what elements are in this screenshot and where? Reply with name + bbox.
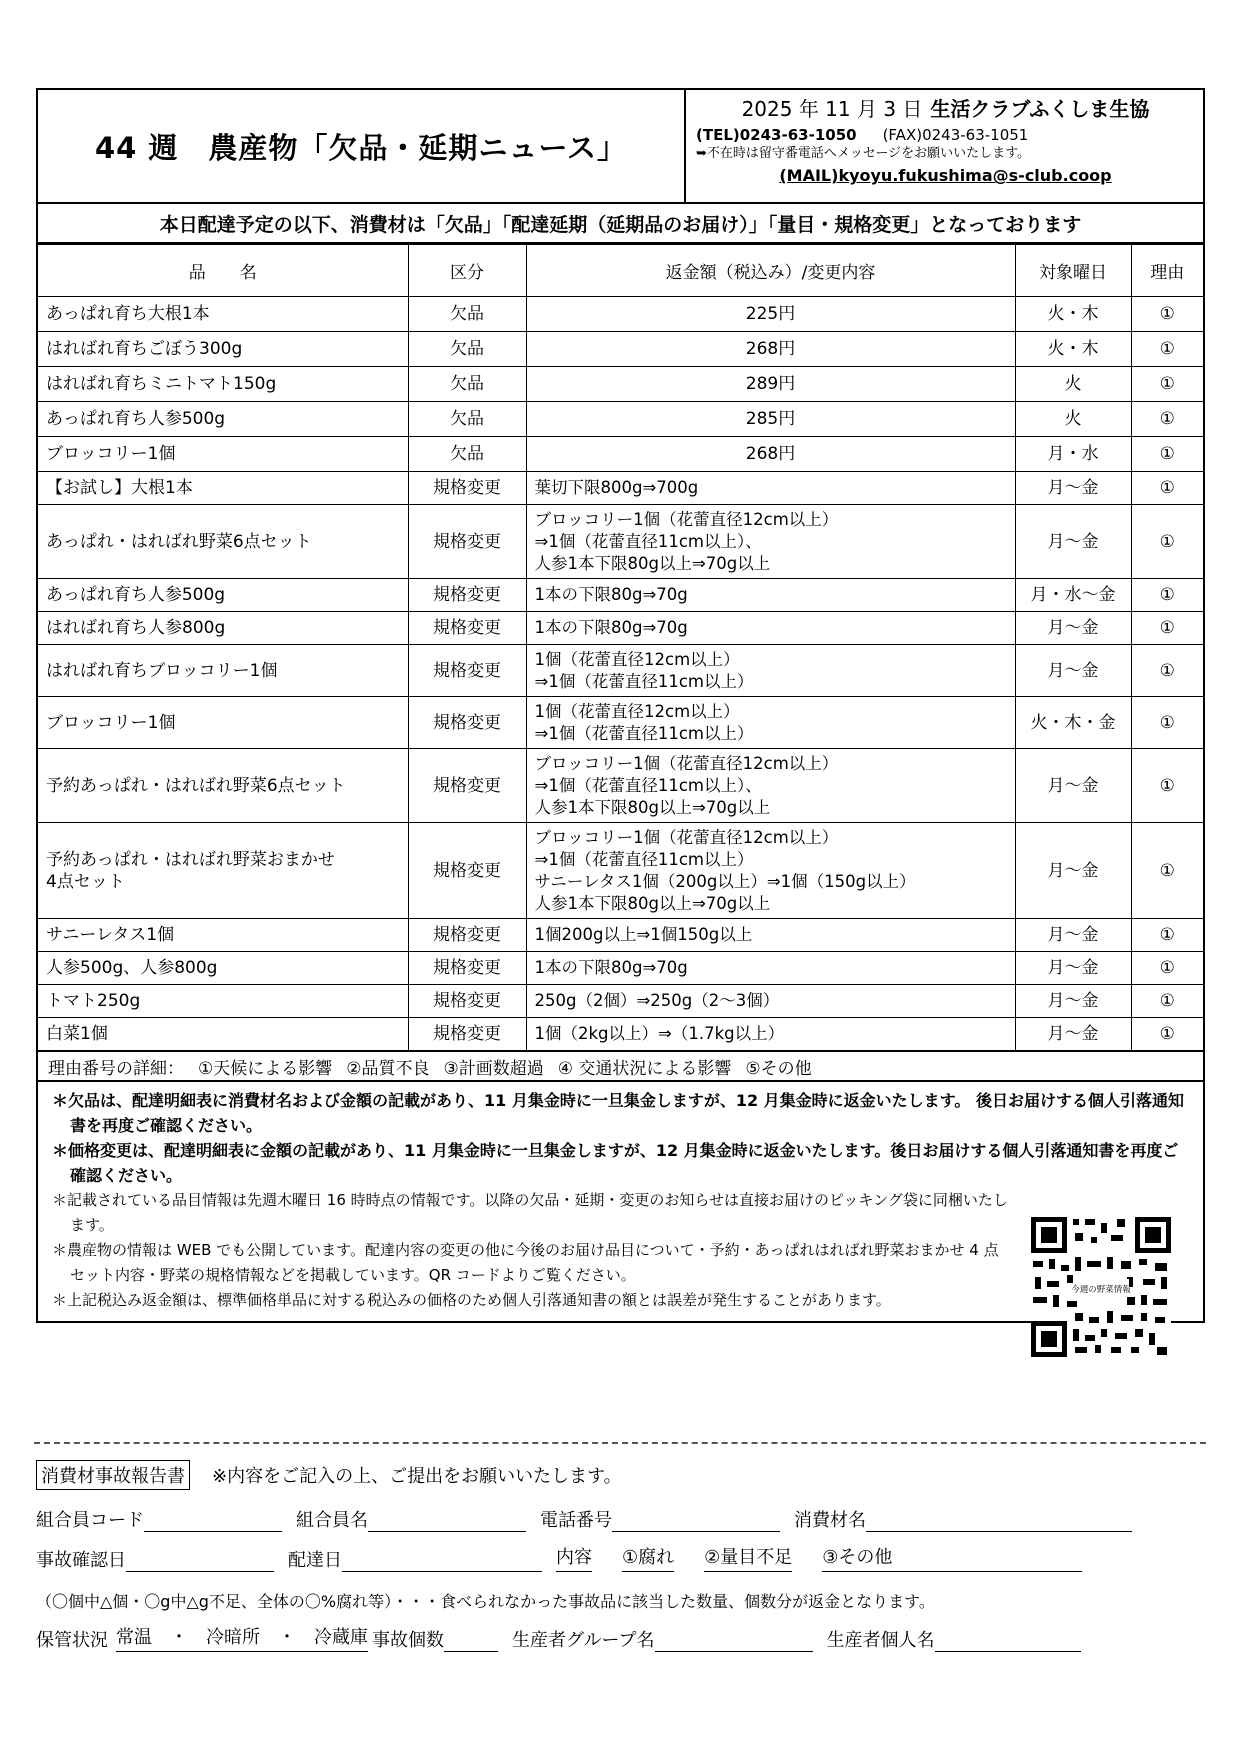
reason-4: ④ 交通状況による影響 — [557, 1058, 732, 1079]
reason-cell: ① — [1131, 823, 1203, 919]
table-row — [38, 1018, 1203, 1051]
org-name: 生活クラブふくしま生協 — [930, 97, 1150, 121]
qr-caption: 今週の野菜情報 — [1071, 1285, 1131, 1295]
reason-cell: ① — [1131, 645, 1203, 697]
table-row — [38, 297, 1203, 332]
item-name-cell: あっぱれ育ち人参500g — [38, 402, 408, 437]
member-code-label: 組合員コード — [36, 1510, 144, 1531]
table-row — [38, 402, 1203, 437]
reason-cell: ① — [1131, 697, 1203, 749]
category-cell: 欠品 — [408, 367, 526, 402]
change-detail-cell: 1本の下限80g⇒70g — [526, 579, 1015, 612]
group-label: 生産者グループ名 — [512, 1630, 655, 1651]
target-day-cell: 月～金 — [1015, 823, 1131, 919]
table-row — [38, 952, 1203, 985]
change-detail-cell: ブロッコリー1個（花蕾直径12cm以上） ⇒1個（花蕾直径11cm以上）、 人参1本下限80g以上⇒70g以上 — [526, 505, 1015, 579]
issue-date: 2025 年 11 月 3 日 — [741, 97, 923, 121]
phone-label: 電話番号 — [540, 1510, 612, 1531]
item-name-cell: 白菜1個 — [38, 1018, 408, 1051]
reason-5: ⑤その他 — [745, 1058, 812, 1079]
target-day-cell: 月～金 — [1015, 505, 1131, 579]
report-title: 消費材事故報告書 — [36, 1460, 190, 1490]
change-detail-cell: 1個（2kg以上）⇒（1.7kg以上） — [526, 1018, 1015, 1051]
delivery-date-field[interactable] — [342, 1550, 542, 1572]
page-title: 44 週 農産物「欠品・延期ニュース」 — [38, 90, 686, 202]
note-shortage: ＊欠品は、配達明細表に消費材名および金額の記載があり、11 月集金時に一旦集金しますが、12 月集金時に返金いたします。 後日お届けする個人引落通知書を再度ご確認ください。 — [52, 1091, 1184, 1135]
refund-amount-cell: 285円 — [526, 402, 1015, 437]
reason-cell: ① — [1131, 367, 1203, 402]
category-cell: 規格変更 — [408, 952, 526, 985]
reason-cell: ① — [1131, 1018, 1203, 1051]
note-web: ＊農産物の情報は WEB でも公開しています。配達内容の変更の他に今後のお届け品目について・予約・あっぱれはればれ野菜おまかせ 4 点セット内容・野菜の規格情報などを掲載しています。QR コードよりご覧ください。 — [52, 1241, 999, 1284]
item-name-cell: はればれ育ちごぼう300g — [38, 332, 408, 367]
category-cell: 規格変更 — [408, 1018, 526, 1051]
producer-field[interactable] — [935, 1630, 1081, 1652]
target-day-cell: 月・水 — [1015, 437, 1131, 472]
change-detail-cell: ブロッコリー1個（花蕾直径12cm以上） ⇒1個（花蕾直径11cm以上）、 人参1本下限80g以上⇒70g以上 — [526, 749, 1015, 823]
item-name-cell: ブロッコリー1個 — [38, 697, 408, 749]
cut-line — [34, 1442, 1206, 1444]
note-info-time: ＊記載されている品目情報は先週木曜日 16 時時点の情報です。以降の欠品・延期・変更のお知らせは直接お届けのピッキング袋に同梱いたします。 — [52, 1191, 1008, 1234]
news-frame — [36, 88, 1205, 1323]
category-cell: 規格変更 — [408, 823, 526, 919]
table-row — [38, 645, 1203, 697]
mail: (MAIL)kyoyu.fukushima@s-club.coop — [779, 166, 1112, 186]
fax: (FAX)0243-63-1051 — [882, 126, 1029, 144]
contact-info — [686, 90, 1203, 202]
change-detail-cell: 1個（花蕾直径12cm以上） ⇒1個（花蕾直径11cm以上） — [526, 645, 1015, 697]
reason-cell: ① — [1131, 437, 1203, 472]
item-name-cell: はればれ育ちミニトマト150g — [38, 367, 408, 402]
item-name-cell: トマト250g — [38, 985, 408, 1018]
reason-cell: ① — [1131, 402, 1203, 437]
change-detail-cell: 1本の下限80g⇒70g — [526, 952, 1015, 985]
category-cell: 規格変更 — [408, 579, 526, 612]
reason-cell: ① — [1131, 612, 1203, 645]
item-name-cell: 人参500g、人参800g — [38, 952, 408, 985]
member-code-field[interactable] — [144, 1510, 282, 1532]
item-name-cell: あっぱれ育ち大根1本 — [38, 297, 408, 332]
reason-cell: ① — [1131, 332, 1203, 367]
form-row-1 — [36, 1492, 1206, 1532]
table-row — [38, 612, 1203, 645]
item-name-cell: 予約あっぱれ・はればれ野菜6点セット — [38, 749, 408, 823]
category-cell: 欠品 — [408, 402, 526, 437]
item-name-cell: あっぱれ育ち人参500g — [38, 579, 408, 612]
content-option-3[interactable]: ③その他 — [822, 1543, 892, 1572]
item-name-cell: ブロッコリー1個 — [38, 437, 408, 472]
target-day-cell: 月～金 — [1015, 749, 1131, 823]
reason-legend-label: 理由番号の詳細： — [48, 1058, 184, 1079]
col-day-header: 対象曜日 — [1015, 245, 1131, 297]
target-day-cell: 月～金 — [1015, 919, 1131, 952]
item-name-field[interactable] — [866, 1510, 1132, 1532]
target-day-cell: 月～金 — [1015, 985, 1131, 1018]
table-row — [38, 579, 1203, 612]
form-row-3 — [36, 1612, 1206, 1652]
target-day-cell: 火・木 — [1015, 332, 1131, 367]
reason-1: ①天候による影響 — [198, 1058, 333, 1079]
category-cell: 規格変更 — [408, 505, 526, 579]
reason-cell: ① — [1131, 952, 1203, 985]
category-cell: 規格変更 — [408, 919, 526, 952]
table-row — [38, 505, 1203, 579]
change-detail-cell: 1個（花蕾直径12cm以上） ⇒1個（花蕾直径11cm以上） — [526, 697, 1015, 749]
item-name-cell: 【お試し】大根1本 — [38, 472, 408, 505]
change-detail-cell: 250g（2個）⇒250g（2～3個） — [526, 985, 1015, 1018]
notes-section — [38, 1082, 1203, 1321]
col-kubun-header: 区分 — [408, 245, 526, 297]
item-name-cell: サニーレタス1個 — [38, 919, 408, 952]
category-cell: 欠品 — [408, 332, 526, 367]
refund-amount-cell: 268円 — [526, 437, 1015, 472]
target-day-cell: 月～金 — [1015, 952, 1131, 985]
target-day-cell: 月～金 — [1015, 1018, 1131, 1051]
col-change-header: 返金額（税込み）/変更内容 — [526, 245, 1015, 297]
reason-cell: ① — [1131, 985, 1203, 1018]
item-name-cell: あっぱれ・はればれ野菜6点セット — [38, 505, 408, 579]
change-detail-cell: 葉切下限800g⇒700g — [526, 472, 1015, 505]
tel: (TEL)0243-63-1050 — [696, 126, 857, 144]
content-option-1[interactable]: ①腐れ — [622, 1543, 674, 1572]
col-name-header: 品 名 — [38, 245, 408, 297]
table-row — [38, 367, 1203, 402]
target-day-cell: 火・木 — [1015, 297, 1131, 332]
change-detail-cell: 1個200g以上⇒1個150g以上 — [526, 919, 1015, 952]
delivery-date-label: 配達日 — [288, 1550, 342, 1571]
table-row — [38, 332, 1203, 367]
table-row — [38, 472, 1203, 505]
reason-2: ②品質不良 — [346, 1058, 430, 1079]
table-row — [38, 919, 1203, 952]
refund-amount-cell: 225円 — [526, 297, 1015, 332]
category-cell: 規格変更 — [408, 697, 526, 749]
target-day-cell: 月～金 — [1015, 472, 1131, 505]
member-name-label: 組合員名 — [296, 1510, 368, 1531]
reason-cell: ① — [1131, 472, 1203, 505]
item-name-cell: 予約あっぱれ・はればれ野菜おまかせ 4点セット — [38, 823, 408, 919]
table-header-row — [38, 245, 1203, 297]
category-cell: 規格変更 — [408, 472, 526, 505]
items-table — [38, 244, 1203, 1051]
producer-label: 生産者個人名 — [826, 1630, 935, 1651]
target-day-cell: 月・水～金 — [1015, 579, 1131, 612]
refund-amount-cell: 289円 — [526, 367, 1015, 402]
confirm-date-field[interactable] — [126, 1550, 274, 1572]
form-row-2 — [36, 1532, 1206, 1572]
absence-note: ➥不在時は留守番電話へメッセージをお願いいたします。 — [696, 145, 1031, 161]
report-instruction: ※内容をご記入の上、ご提出をお願いいたします。 — [212, 1466, 622, 1487]
change-detail-cell: 1本の下限80g⇒70g — [526, 612, 1015, 645]
reason-cell: ① — [1131, 919, 1203, 952]
reason-cell: ① — [1131, 297, 1203, 332]
reason-cell: ① — [1131, 749, 1203, 823]
accident-report-form — [36, 1458, 1206, 1652]
note-refund: ＊上記税込み返金額は、標準価格単品に対する税込みの価格のため個人引落通知書の額とは誤差が発生することがあります。 — [52, 1291, 891, 1309]
category-cell: 規格変更 — [408, 749, 526, 823]
item-name-label: 消費材名 — [794, 1510, 866, 1531]
report-note: （〇個中△個・〇g中△g不足、全体の〇%腐れ等）・・・食べられなかった事故品に該当した数量、個数分が返金となります。 — [36, 1592, 935, 1611]
item-name-cell: はればれ育ち人参800g — [38, 612, 408, 645]
category-cell: 欠品 — [408, 437, 526, 472]
reason-cell: ① — [1131, 505, 1203, 579]
header — [38, 90, 1203, 204]
category-cell: 欠品 — [408, 297, 526, 332]
table-row — [38, 985, 1203, 1018]
member-name-field[interactable] — [368, 1510, 526, 1532]
storage-options[interactable]: 常温 ・ 冷暗所 ・ 冷蔵庫 — [116, 1623, 368, 1652]
item-name-cell: はればれ育ちブロッコリー1個 — [38, 645, 408, 697]
content-label: 内容 — [556, 1543, 592, 1572]
target-day-cell: 火・木・金 — [1015, 697, 1131, 749]
count-field[interactable] — [444, 1630, 498, 1652]
col-reason-header: 理由 — [1131, 245, 1203, 297]
reason-3: ③計画数超過 — [443, 1058, 544, 1079]
target-day-cell: 火 — [1015, 402, 1131, 437]
content-other-field[interactable] — [892, 1550, 1082, 1572]
table-row — [38, 437, 1203, 472]
change-detail-cell: ブロッコリー1個（花蕾直径12cm以上） ⇒1個（花蕾直径11cm以上） サニーレタス1個（200g以上）⇒1個（150g以上） 人参1本下限80g以上⇒70g以上 — [526, 823, 1015, 919]
reason-legend — [38, 1051, 1203, 1082]
confirm-date-label: 事故確認日 — [36, 1550, 126, 1571]
target-day-cell: 月～金 — [1015, 612, 1131, 645]
group-field[interactable] — [655, 1630, 813, 1652]
target-day-cell: 火 — [1015, 367, 1131, 402]
table-row — [38, 749, 1203, 823]
refund-amount-cell: 268円 — [526, 332, 1015, 367]
target-day-cell: 月～金 — [1015, 645, 1131, 697]
table-row — [38, 697, 1203, 749]
category-cell: 規格変更 — [408, 985, 526, 1018]
table-row — [38, 823, 1203, 919]
content-option-2[interactable]: ②量目不足 — [704, 1543, 792, 1572]
notice-banner: 本日配達予定の以下、消費材は「欠品」「配達延期（延期品のお届け）」「量目・規格変更」となっております — [38, 204, 1203, 244]
category-cell: 規格変更 — [408, 645, 526, 697]
storage-label: 保管状況 — [36, 1630, 108, 1651]
count-label: 事故個数 — [372, 1630, 444, 1651]
reason-cell: ① — [1131, 579, 1203, 612]
note-price-change: ＊価格変更は、配達明細表に金額の記載があり、11 月集金時に一旦集金しますが、12 月集金時に返金いたします。後日お届けする個人引落通知書を再度ご確認ください。 — [52, 1141, 1179, 1185]
category-cell: 規格変更 — [408, 612, 526, 645]
phone-field[interactable] — [612, 1510, 780, 1532]
qr-code-icon[interactable] — [1031, 1217, 1171, 1357]
